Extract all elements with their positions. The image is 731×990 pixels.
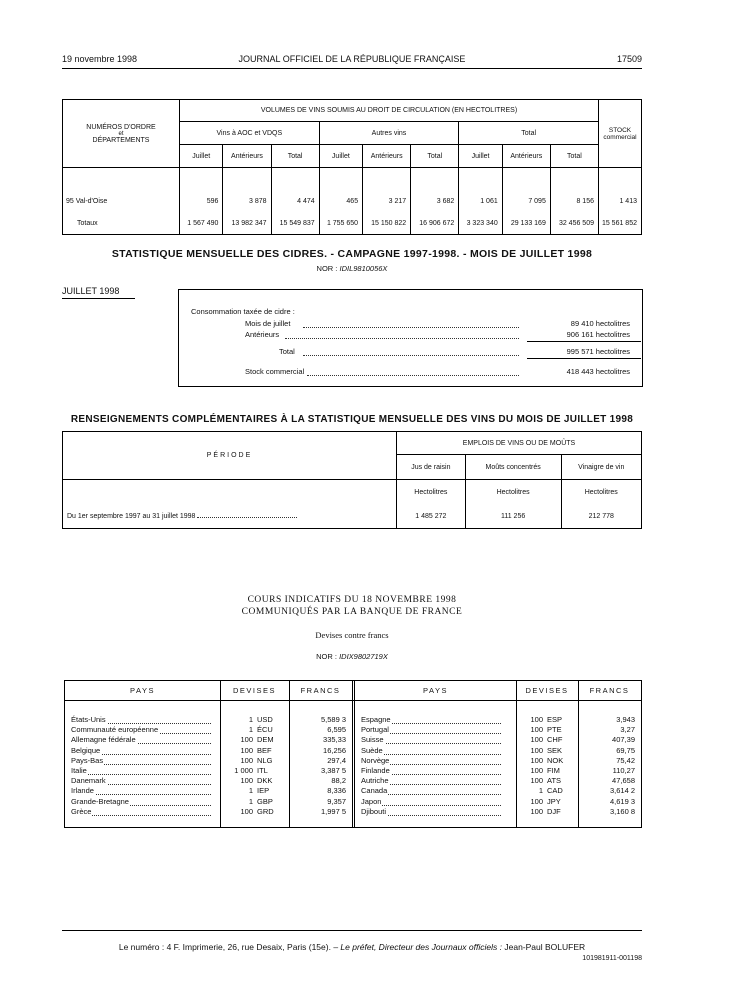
header-rule [62, 68, 642, 69]
h-devises: DEVISES [232, 686, 276, 695]
sum-rule [527, 341, 641, 342]
exchange-rate: 3,27 [620, 725, 635, 735]
h-pays: PAYS [130, 686, 155, 695]
footer-code: 101981911-001198 [582, 955, 642, 962]
dot-leader [303, 327, 519, 328]
col-jus: Jus de raisin [397, 455, 466, 480]
table-row [63, 190, 642, 212]
sub-header: Antérieurs [223, 145, 271, 168]
dot-leader [75, 794, 211, 795]
h-francs: FRANCS [300, 686, 341, 695]
currency-quantity: 100 [240, 745, 253, 755]
cell: 4 474 [271, 190, 319, 212]
cell: 1 567 490 [180, 212, 223, 235]
currency-quantity: 100 [530, 806, 543, 816]
h-pays: PAYS [423, 686, 448, 695]
currency-code: JPY [547, 796, 561, 806]
table-row [63, 212, 642, 235]
currency-quantity: 1 [538, 786, 543, 796]
cell: 212 778 [561, 504, 641, 529]
currency-quantity: 100 [530, 725, 543, 735]
country-name: Suède [361, 745, 383, 755]
col-numeros: NUMÉROS D'ORDRE et DÉPARTEMENTS [63, 100, 180, 168]
renseignements-title: RENSEIGNEMENTS COMPLÉMENTAIRES À LA STATISTIQUE MENSUELLE DES VINS DU MOIS DE JUILLET 1998 [70, 414, 634, 425]
unit-cell: Hectolitres [465, 480, 561, 505]
cours-table [64, 680, 642, 828]
country-name: Suisse [361, 735, 384, 745]
group-autres: Autres vins [319, 122, 459, 145]
exchange-rate: 3,387 5 [320, 766, 346, 775]
currency-code: NOK [547, 755, 564, 765]
cours-nor: NOR : IDIX9802719X [316, 652, 388, 661]
renseignements-table [62, 431, 642, 529]
cell: 1 413 [599, 190, 642, 212]
footer-line: Le numéro : 4 F. Imprimerie, 26, rue Desaix, Paris (15e). – Le préfet, Directeur des Journaux officiels : Jean-Paul BOLUFER [118, 942, 586, 952]
exchange-rate: 16,256 [323, 745, 346, 755]
currency-code: DEM [257, 735, 274, 745]
cell: 16 906 672 [411, 212, 459, 235]
currency-quantity: 1 000 [234, 766, 253, 775]
mois-value: 89 410 hectolitres [570, 319, 630, 328]
cell: 29 133 169 [502, 212, 550, 235]
currency-quantity: 1 [248, 786, 253, 796]
footer-rule [62, 930, 642, 931]
journal-title: JOURNAL OFFICIEL DE LA RÉPUBLIQUE FRANÇAISE [238, 54, 466, 64]
emplois-header: EMPLOIS DE VINS OU DE MOÛTS [397, 432, 642, 455]
exchange-rate: 110,27 [612, 766, 635, 775]
col-divider [516, 681, 517, 827]
currency-code: PTE [547, 725, 562, 735]
sub-header: Total [550, 145, 598, 168]
col-divider [220, 681, 221, 827]
col-vinaigre: Vinaigre de vin [561, 455, 641, 480]
col-divider [352, 681, 355, 827]
cell: 3 682 [411, 190, 459, 212]
col-divider [578, 681, 579, 827]
dot-leader [303, 355, 519, 356]
cidres-title: STATISTIQUE MENSUELLE DES CIDRES. - CAMPAGNE 1997-1998. - MOIS DE JUILLET 1998 [111, 248, 593, 260]
cours-subtitle: Devises contre francs [315, 630, 389, 640]
currency-quantity: 100 [530, 735, 543, 745]
table-row [63, 168, 642, 191]
cell: 32 456 509 [550, 212, 598, 235]
country-name: Grèce [71, 806, 92, 816]
currency-code: DKK [257, 776, 273, 786]
table-row [63, 480, 642, 505]
country-name: Portugal [361, 725, 389, 735]
sub-header: Juillet [180, 145, 223, 168]
currency-code: ITL [257, 766, 268, 775]
exchange-rate: 75,42 [616, 755, 635, 765]
country-name: Autriche [361, 776, 389, 786]
currency-code: GBP [257, 796, 273, 806]
exchange-rate: 297,4 [327, 755, 346, 765]
exchange-rate: 3,943 [616, 715, 635, 724]
periode-header: PÉRIODE [63, 432, 397, 480]
anterieurs-label: Antérieurs [245, 330, 280, 339]
currency-code: GRD [257, 806, 274, 816]
exchange-rate: 69,75 [616, 745, 635, 755]
h-francs: FRANCS [589, 686, 630, 695]
cell: 111 256 [465, 504, 561, 529]
group-aoc: Vins à AOC et VDQS [180, 122, 320, 145]
stock-label: Stock commercial [245, 367, 305, 376]
cell: 1 755 650 [319, 212, 362, 235]
country-name: Italie [71, 766, 87, 775]
exchange-rate: 335,33 [323, 735, 346, 745]
cidre-box [178, 289, 643, 387]
cell: 3 323 340 [459, 212, 502, 235]
currency-quantity: 100 [530, 755, 543, 765]
currency-code: SEK [547, 745, 563, 755]
currency-code: BEF [257, 745, 272, 755]
cell: 465 [319, 190, 362, 212]
juillet-label: JUILLET 1998 [62, 286, 135, 299]
cell: 15 150 822 [363, 212, 411, 235]
unit-cell: Hectolitres [561, 480, 641, 505]
cell: 1 061 [459, 190, 502, 212]
currency-code: DJF [547, 806, 561, 816]
cidres-nor: NOR : IDIL9810056X [316, 264, 388, 273]
cell: 13 982 347 [223, 212, 271, 235]
total-label: Total [279, 347, 295, 356]
dot-leader [365, 743, 501, 744]
dot-leader [75, 815, 211, 816]
currency-quantity: 100 [530, 715, 543, 724]
volumes-header: VOLUMES DE VINS SOUMIS AU DROIT DE CIRCULATION (EN HECTOLITRES) [180, 100, 599, 122]
currency-quantity: 100 [240, 776, 253, 786]
dot-leader [365, 805, 501, 806]
row-label: Du 1er septembre 1997 au 31 juillet 1998 [63, 504, 397, 529]
sub-header: Antérieurs [363, 145, 411, 168]
row-label: 95 Val-d'Oise [63, 190, 180, 212]
cell: 15 561 852 [599, 212, 642, 235]
sub-header: Total [411, 145, 459, 168]
anterieurs-value: 906 161 hectolitres [566, 330, 630, 339]
exchange-rate: 4,619 3 [609, 796, 635, 806]
cours-title-1: COURS INDICATIFS DU 18 NOVEMBRE 1998 [247, 595, 457, 605]
country-name: Pays-Bas [71, 755, 104, 765]
country-name: Irlande [71, 786, 94, 796]
dot-leader [75, 774, 211, 775]
total-value: 995 571 hectolitres [566, 347, 630, 356]
country-name: Communauté européenne [71, 725, 159, 735]
exchange-rate: 8,336 [327, 786, 346, 796]
cell: 3 217 [363, 190, 411, 212]
exchange-rate: 407,39 [612, 735, 635, 745]
cell: 7 095 [502, 190, 550, 212]
currency-quantity: 100 [530, 776, 543, 786]
cell: 1 485 272 [397, 504, 466, 529]
country-name: Canada [361, 786, 388, 796]
currency-code: IEP [257, 786, 270, 796]
exchange-rate: 1,997 5 [320, 806, 346, 816]
sub-header: Juillet [459, 145, 502, 168]
group-total: Total [459, 122, 599, 145]
country-name: Japon [361, 796, 382, 806]
currency-quantity: 100 [530, 766, 543, 775]
sum-rule [527, 358, 641, 359]
dot-leader [365, 754, 501, 755]
exchange-rate: 5,589 3 [320, 715, 346, 724]
country-name: Belgique [71, 745, 101, 755]
currency-code: FIM [547, 766, 560, 775]
exchange-rate: 6,595 [327, 725, 346, 735]
currency-code: CAD [547, 786, 563, 796]
country-name: Finlande [361, 766, 390, 775]
sub-header: Antérieurs [502, 145, 550, 168]
mois-label: Mois de juillet [245, 319, 291, 328]
currency-code: NLG [257, 755, 273, 765]
currency-quantity: 1 [248, 715, 253, 724]
vins-table [62, 99, 642, 235]
exchange-rate: 9,357 [327, 796, 346, 806]
exchange-rate: 3,160 8 [609, 806, 635, 816]
country-name: Grande-Bretagne [71, 796, 129, 806]
col-stock: STOCK commercial [599, 100, 642, 168]
country-name: Espagne [361, 715, 391, 724]
country-name: Norvège [361, 755, 390, 765]
currency-code: USD [257, 715, 273, 724]
currency-code: CHF [547, 735, 563, 745]
h-devises: DEVISES [525, 686, 569, 695]
currency-code: ÉCU [257, 725, 273, 735]
cell: 8 156 [550, 190, 598, 212]
sub-header: Juillet [319, 145, 362, 168]
currency-quantity: 100 [240, 755, 253, 765]
country-name: Allemagne fédérale [71, 735, 136, 745]
cell: 3 878 [223, 190, 271, 212]
exchange-rate: 47,658 [612, 776, 635, 786]
col-mouts: Moûts concentrés [465, 455, 561, 480]
conso-label: Consommation taxée de cidre : [191, 307, 295, 316]
country-name: États-Unis [71, 715, 106, 724]
cell: 15 549 837 [271, 212, 319, 235]
exchange-rate: 88,2 [331, 776, 346, 786]
currency-quantity: 100 [530, 745, 543, 755]
dot-leader [285, 338, 519, 339]
currency-quantity: 100 [240, 806, 253, 816]
sub-header: Total [271, 145, 319, 168]
row-label: Totaux [63, 212, 180, 235]
exchange-rate: 3,614 2 [609, 786, 635, 796]
country-name: Danemark [71, 776, 106, 786]
currency-quantity: 100 [530, 796, 543, 806]
page-number: 17509 [616, 54, 642, 64]
currency-quantity: 100 [240, 735, 253, 745]
currency-code: ATS [547, 776, 562, 786]
table-row [63, 504, 642, 529]
stock-value: 418 443 hectolitres [566, 367, 630, 376]
country-name: Djibouti [361, 806, 387, 816]
unit-cell: Hectolitres [397, 480, 466, 505]
header-date: 19 novembre 1998 [62, 54, 138, 64]
cours-title-2: COMMUNIQUÉS PAR LA BANQUE DE FRANCE [241, 607, 463, 617]
cell: 596 [180, 190, 223, 212]
currency-quantity: 1 [248, 725, 253, 735]
col-divider [289, 681, 290, 827]
currency-quantity: 1 [248, 796, 253, 806]
dot-leader [307, 375, 519, 376]
currency-code: ESP [547, 715, 563, 724]
